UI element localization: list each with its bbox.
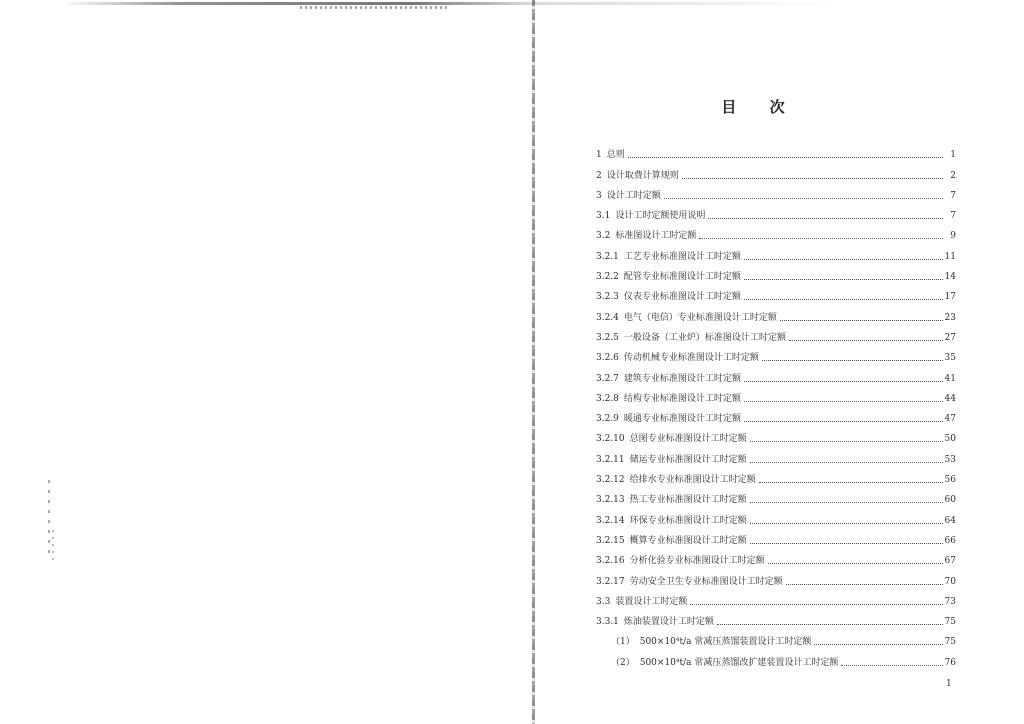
page-title: 目 次: [721, 98, 799, 116]
toc-entry-title: 电气（电信）专业标准图设计工时定额: [623, 312, 777, 323]
toc-entry-page: 11: [944, 251, 956, 262]
toc-entry-page: 66: [944, 535, 956, 546]
toc-entry-title: 设计工时定额: [606, 190, 661, 201]
toc-entry-number: 3.3: [596, 596, 611, 607]
toc-leader-dots: [682, 177, 943, 179]
toc-entry-title: 结构专业标准图设计工时定额: [623, 393, 741, 404]
toc-entry-page: 53: [944, 454, 956, 465]
toc-leader-dots: [628, 156, 943, 158]
toc-entry-page: 60: [944, 495, 956, 506]
toc-entry: [596, 263, 956, 283]
toc-entry-title: 环保专业标准图设计工时定额: [629, 515, 747, 526]
toc-entry-number: （2）: [611, 657, 635, 668]
toc-entry: [596, 141, 956, 161]
toc-entry-page: 50: [944, 434, 956, 445]
scan-smudge: [300, 6, 450, 9]
toc-entry-number: 3.2.3: [596, 292, 619, 303]
toc-leader-dots: [750, 522, 943, 524]
toc-entry: [596, 222, 956, 242]
toc-entry-number: 3.3.1: [596, 617, 619, 628]
toc-entry-title: 配管专业标准图设计工时定额: [623, 272, 741, 283]
toc-entry-title: 分析化验专业标准图设计工时定额: [629, 556, 765, 567]
toc-entry-page: 27: [944, 332, 956, 343]
toc-leader-dots: [744, 298, 943, 300]
toc-leader-dots: [759, 481, 943, 483]
toc-entry-number: 3.2: [596, 231, 611, 242]
toc-entry-number: 3.2.8: [596, 393, 619, 404]
toc-entry-title: 设计取费计算规则: [606, 170, 679, 181]
toc-entry-number: 2: [596, 170, 602, 181]
toc-entry: [596, 344, 956, 364]
toc-entry-page: 41: [944, 373, 956, 384]
toc-entry-title: 总则: [606, 150, 625, 161]
toc-entry-title: 暖通专业标准图设计工时定额: [623, 414, 741, 425]
toc-entry: [596, 628, 956, 648]
toc-entry-title: 劳动安全卫生专业标准图设计工时定额: [629, 576, 783, 587]
toc-entry-page: 64: [944, 515, 956, 526]
toc-entry-number: （1）: [611, 637, 635, 648]
toc-entry: [596, 445, 956, 465]
toc-entry-number: 3.2.14: [596, 515, 625, 526]
toc-entry-number: 3.2.1: [596, 251, 619, 262]
toc-entry: [596, 648, 956, 668]
toc-entry-number: 3.2.5: [596, 332, 619, 343]
toc-entry-number: 3: [596, 190, 602, 201]
toc-entry-title: 炼油装置设计工时定额: [623, 617, 714, 628]
toc-leader-dots: [708, 217, 943, 219]
toc-leader-dots: [699, 237, 943, 239]
toc-entry-page: 23: [944, 312, 956, 323]
toc-entry-page: 67: [944, 556, 956, 567]
toc-leader-dots: [750, 461, 943, 463]
toc-leader-dots: [750, 440, 943, 442]
toc-entry-title: 一般设备（工业炉）标准图设计工时定额: [623, 332, 786, 343]
toc-entry-number: 3.2.17: [596, 576, 625, 587]
page-number: 1: [946, 679, 952, 689]
toc-leader-dots: [789, 339, 943, 341]
toc-entry: [596, 527, 956, 547]
toc-leader-dots: [717, 623, 943, 625]
toc-leader-dots: [744, 380, 943, 382]
toc-leader-dots: [841, 664, 943, 666]
toc-entry-title: 设计工时定额使用说明: [615, 211, 706, 222]
toc-leader-dots: [750, 501, 943, 503]
toc-entry-title: 热工专业标准图设计工时定额: [629, 495, 747, 506]
book-gutter: [532, 0, 535, 724]
toc-entry-number: 3.2.15: [596, 535, 625, 546]
toc-entry-number: 3.2.13: [596, 495, 625, 506]
scan-speckle: [52, 530, 54, 560]
toc-entry-title: 500×10⁴t/a 常减压蒸馏改扩建装置设计工时定额: [639, 657, 839, 668]
toc-entry-title: 标准图设计工时定额: [615, 231, 697, 242]
toc-leader-dots: [744, 420, 943, 422]
toc-leader-dots: [744, 258, 943, 260]
table-of-contents: [596, 141, 956, 669]
toc-entry-page: 75: [944, 617, 956, 628]
toc-entry-number: 3.2.6: [596, 353, 619, 364]
toc-entry: [596, 486, 956, 506]
toc-entry-number: 3.2.4: [596, 312, 619, 323]
toc-entry: [596, 567, 956, 587]
toc-entry-number: 3.2.10: [596, 434, 625, 445]
toc-leader-dots: [750, 542, 943, 544]
scan-smudge: [60, 2, 840, 5]
toc-entry-number: 3.2.11: [596, 454, 625, 465]
toc-leader-dots: [744, 400, 943, 402]
toc-leader-dots: [744, 278, 943, 280]
toc-entry: [596, 385, 956, 405]
toc-entry-page: 35: [944, 353, 956, 364]
toc-entry: [596, 466, 956, 486]
toc-leader-dots: [664, 197, 943, 199]
toc-entry: [596, 242, 956, 262]
scan-speckle: [48, 480, 50, 560]
toc-entry: [596, 506, 956, 526]
toc-entry-title: 装置设计工时定额: [615, 596, 688, 607]
toc-entry: [596, 608, 956, 628]
toc-entry-title: 总图专业标准图设计工时定额: [629, 434, 747, 445]
toc-leader-dots: [768, 562, 943, 564]
toc-entry-page: 9: [950, 231, 956, 242]
toc-entry-page: 75: [944, 637, 956, 648]
toc-entry-page: 70: [944, 576, 956, 587]
toc-entry-number: 3.2.16: [596, 556, 625, 567]
toc-entry: [596, 364, 956, 384]
toc-entry-page: 1: [950, 150, 956, 161]
toc-entry-title: 传动机械专业标准图设计工时定额: [623, 353, 759, 364]
toc-leader-dots: [690, 603, 943, 605]
toc-entry-page: 76: [944, 657, 956, 668]
toc-entry-title: 工艺专业标准图设计工时定额: [623, 251, 741, 262]
toc-entry-title: 储运专业标准图设计工时定额: [629, 454, 747, 465]
toc-entry: [596, 425, 956, 445]
toc-entry-page: 44: [944, 393, 956, 404]
toc-entry-number: 3.1: [596, 211, 611, 222]
toc-entry-page: 17: [944, 292, 956, 303]
toc-entry-page: 2: [950, 170, 956, 181]
toc-entry-title: 500×10⁴t/a 常减压蒸馏装置设计工时定额: [639, 637, 812, 648]
toc-entry: [596, 161, 956, 181]
toc-entry-title: 给排水专业标准图设计工时定额: [629, 475, 756, 486]
toc-entry: [596, 547, 956, 567]
toc-entry-page: 47: [944, 414, 956, 425]
toc-entry-title: 建筑专业标准图设计工时定额: [623, 373, 741, 384]
toc-entry-page: 7: [950, 190, 956, 201]
toc-entry-page: 7: [950, 211, 956, 222]
toc-entry-number: 1: [596, 150, 602, 161]
toc-leader-dots: [762, 359, 943, 361]
toc-entry: [596, 303, 956, 323]
toc-entry: [596, 182, 956, 202]
toc-entry: [596, 202, 956, 222]
toc-entry-number: 3.2.9: [596, 414, 619, 425]
toc-entry-page: 14: [944, 272, 956, 283]
toc-entry-number: 3.2.2: [596, 272, 619, 283]
toc-entry-page: 56: [944, 475, 956, 486]
toc-entry: [596, 405, 956, 425]
toc-entry-title: 仪表专业标准图设计工时定额: [623, 292, 741, 303]
toc-entry-page: 73: [944, 596, 956, 607]
toc-entry-number: 3.2.12: [596, 475, 625, 486]
toc-entry: [596, 588, 956, 608]
toc-leader-dots: [780, 319, 943, 321]
toc-entry-title: 概算专业标准图设计工时定额: [629, 535, 747, 546]
toc-entry-number: 3.2.7: [596, 373, 619, 384]
toc-entry: [596, 283, 956, 303]
toc-entry: [596, 324, 956, 344]
toc-leader-dots: [786, 583, 943, 585]
toc-leader-dots: [814, 643, 943, 645]
